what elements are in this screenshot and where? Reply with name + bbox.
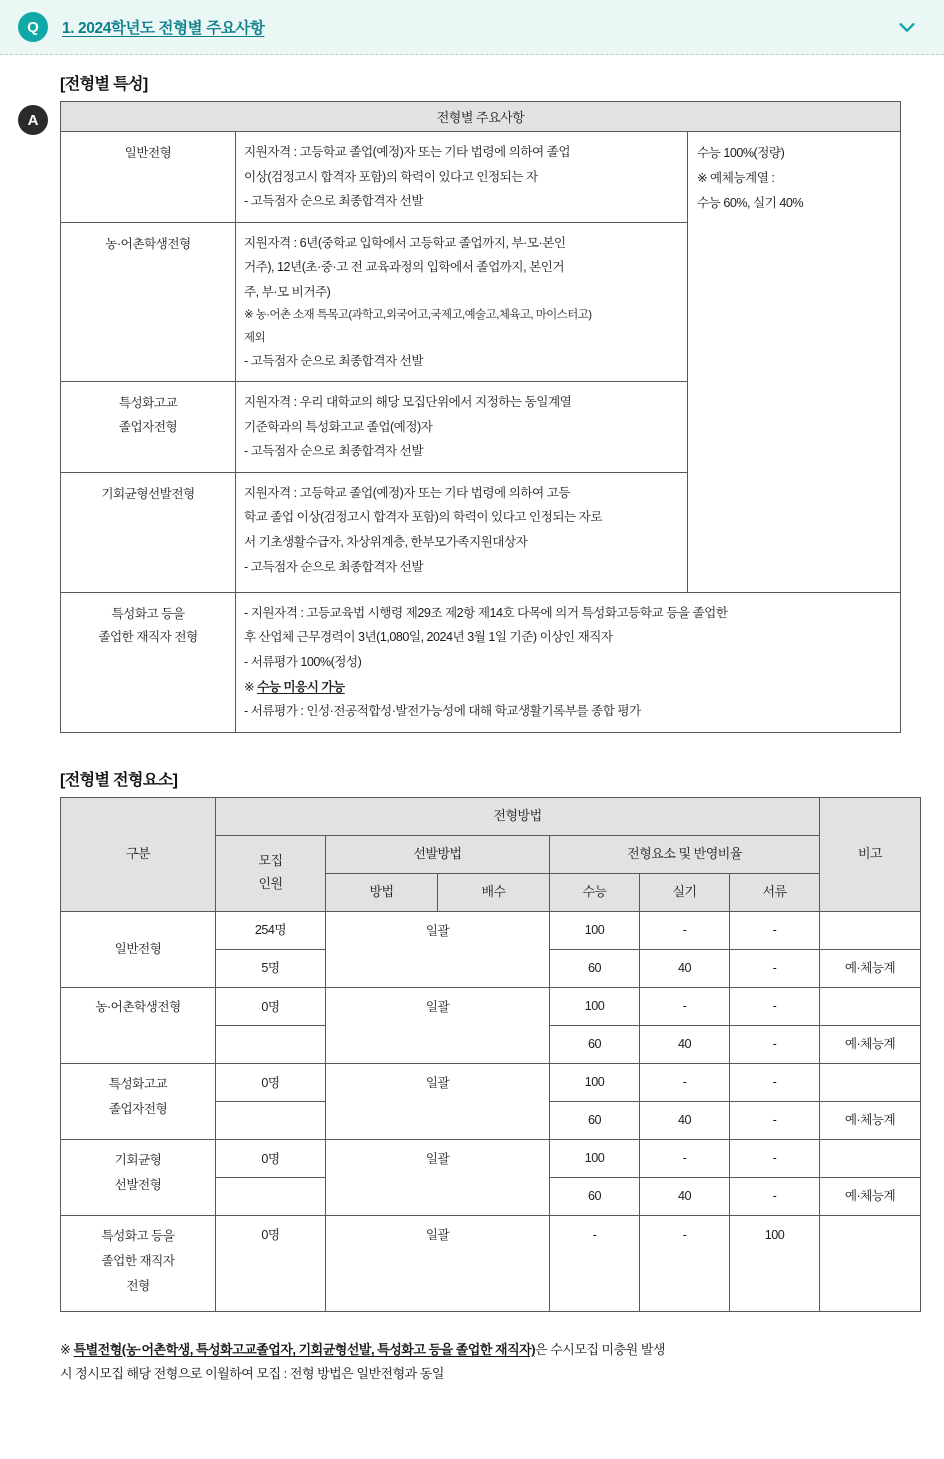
cell-quota	[216, 1101, 326, 1139]
cell-practical: -	[640, 1215, 730, 1311]
table-row	[61, 1139, 921, 1177]
desc-line: 이상(검정고시 합격자 포함)의 학력이 있다고 인정되는 자	[244, 169, 538, 184]
cell-remarks: 예·체능계	[820, 1177, 921, 1215]
table-row	[61, 132, 901, 223]
section-title-characteristics: [전형별 특성]	[60, 76, 148, 93]
faq-question-title[interactable]: 1. 2024학년도 전형별 주요사항	[62, 20, 265, 37]
answer-content	[60, 71, 918, 1386]
cell-suneung: 100	[550, 987, 640, 1025]
desc-line: - 고득점자 순으로 최종합격자 선발	[244, 444, 424, 459]
row-label-employed	[61, 592, 236, 732]
row-desc-vocational	[236, 382, 688, 473]
cell-quota: 0명	[216, 987, 326, 1025]
desc-line: - 서류평가 : 인성·전공적합성·발전가능성에 대해 학교생활기록부를 종합 평가	[244, 704, 641, 719]
side-ratio-cell	[688, 132, 901, 593]
cell-method: 일괄	[326, 1215, 550, 1311]
cell-quota: 254명	[216, 911, 326, 949]
cell-documents: -	[730, 911, 820, 949]
cell-remarks	[820, 1063, 921, 1101]
cell-quota	[216, 1025, 326, 1063]
header-documents: 서류	[730, 873, 820, 911]
cell-suneung: 100	[550, 1063, 640, 1101]
desc-line: ※ 농·어촌 소재 특목고(과학고,외국어고,국제고,예술고,체육고, 마이스터고)	[244, 309, 592, 322]
header-method-group: 전형방법	[216, 797, 820, 835]
table-row	[61, 1063, 921, 1101]
cell-method: 일괄	[326, 911, 550, 987]
header-elements-ratio: 전형요소 및 반영비율	[550, 835, 820, 873]
header-selection-method: 선발방법	[326, 835, 550, 873]
cell-practical: -	[640, 1139, 730, 1177]
cell-remarks	[820, 1139, 921, 1177]
desc-line: 기준학과의 특성화고교 졸업(예정)자	[244, 419, 433, 434]
label-line: 특성화고 등을	[101, 1228, 175, 1243]
row-desc-rural	[236, 222, 688, 382]
cell-method: 일괄	[326, 1139, 550, 1215]
cell-suneung: 60	[550, 1177, 640, 1215]
desc-line: 지원자격 : 고등학교 졸업(예정)자 또는 기타 법령에 의하여 졸업	[244, 145, 571, 159]
cell-suneung: 60	[550, 949, 640, 987]
row-desc-employed	[236, 592, 901, 732]
note-mark: ※	[244, 679, 258, 694]
desc-line: 제외	[244, 331, 266, 344]
row-label-rural: 농·어촌학생전형	[61, 987, 216, 1063]
desc-line: 후 산업체 근무경력이 3년(1,080일, 2024년 3월 1일 기준) 이상인 재직자	[244, 630, 613, 645]
desc-line: 지원자격 : 6년(중학교 입학에서 고등학교 졸업까지, 부·모·본인	[244, 235, 566, 250]
faq-question-header[interactable]	[0, 0, 944, 55]
header-method: 방법	[326, 873, 438, 911]
desc-line: - 서류평가 100%(정성)	[244, 655, 362, 670]
label-line: 졸업자전형	[108, 1101, 168, 1116]
cell-documents: -	[730, 1063, 820, 1101]
label-line: 졸업자전형	[118, 419, 178, 434]
row-label-vocational	[61, 1063, 216, 1139]
side-line: ※ 예체능계열 :	[697, 171, 775, 186]
cell-method: 일괄	[326, 1063, 550, 1139]
chevron-down-icon[interactable]	[896, 16, 918, 38]
row-label-general: 일반전형	[61, 132, 236, 223]
header-quota	[216, 835, 326, 911]
cell-documents: -	[730, 987, 820, 1025]
cell-remarks	[820, 987, 921, 1025]
cell-suneung: 60	[550, 1025, 640, 1063]
desc-line: 지원자격 : 우리 대학교의 해당 모집단위에서 지정하는 동일계열	[244, 395, 572, 410]
question-badge: Q	[18, 12, 48, 42]
row-label-rural: 농·어촌학생전형	[61, 222, 236, 382]
note-emphasis: 수능 미응시 가능	[257, 679, 345, 694]
cell-quota: 0명	[216, 1063, 326, 1101]
cell-documents: -	[730, 1101, 820, 1139]
row-desc-general	[236, 132, 688, 223]
footnote-emphasis: 특별전형(농·어촌학생, 특성화고교졸업자, 기회균형선발, 특성화고 등을 졸업한 재직자)	[73, 1341, 536, 1357]
desc-line: 지원자격 : 고등학교 졸업(예정)자 또는 기타 법령에 의하여 고등	[244, 485, 571, 500]
desc-line: 주, 부·모 비거주)	[244, 284, 331, 299]
cell-documents: -	[730, 1177, 820, 1215]
cell-suneung: 60	[550, 1101, 640, 1139]
table-row	[61, 911, 921, 949]
cell-remarks: 예·체능계	[820, 1025, 921, 1063]
table-row	[61, 987, 921, 1025]
row-label-vocational	[61, 382, 236, 473]
cell-remarks: 예·체능계	[820, 1101, 921, 1139]
footnote-rest: 은 수시모집 미충원 발생	[535, 1341, 665, 1357]
row-desc-equal-opportunity	[236, 472, 688, 592]
cell-documents: 100	[730, 1215, 820, 1311]
label-line: 전형	[126, 1279, 150, 1294]
answer-badge: A	[18, 105, 48, 135]
cell-documents: -	[730, 1139, 820, 1177]
desc-line-note	[244, 675, 892, 700]
table1-header-cell: 전형별 주요사항	[61, 102, 901, 132]
cell-remarks: 예·체능계	[820, 949, 921, 987]
cell-quota: 5명	[216, 949, 326, 987]
table-header-row	[61, 797, 921, 835]
header-line: 인원	[258, 876, 283, 892]
table-row	[61, 592, 901, 732]
cell-suneung: -	[550, 1215, 640, 1311]
cell-practical: 40	[640, 1177, 730, 1215]
footnote	[60, 1338, 920, 1386]
cell-remarks	[820, 911, 921, 949]
row-label-equal-opportunity	[61, 1139, 216, 1215]
cell-quota	[216, 1177, 326, 1215]
cell-quota: 0명	[216, 1215, 326, 1311]
table-row	[61, 1215, 921, 1311]
label-line: 졸업한 재직자 전형	[98, 630, 198, 645]
cell-practical: 40	[640, 1025, 730, 1063]
cell-practical: -	[640, 911, 730, 949]
desc-line: - 고득점자 순으로 최종합격자 선발	[244, 559, 424, 574]
desc-line: - 지원자격 : 고등교육법 시행령 제29조 제2항 제14호 다목에 의거 특성화고등학교 등을 졸업한	[244, 605, 728, 620]
table-header-row	[61, 102, 901, 132]
desc-line: 서 기초생활수급자, 차상위계층, 한부모가족지원대상자	[244, 535, 528, 550]
header-remarks: 비고	[820, 797, 921, 911]
desc-line: - 고득점자 순으로 최종합격자 선발	[244, 353, 424, 368]
footnote-line2: 시 정시모집 해당 전형으로 이월하여 모집 : 전형 방법은 일반전형과 동일	[60, 1365, 444, 1381]
header-multiple: 배수	[438, 873, 550, 911]
desc-line: 거주), 12년(초·중·고 전 교육과정의 입학에서 졸업까지, 본인거	[244, 260, 565, 275]
row-label-equal-opportunity: 기회균형선발전형	[61, 472, 236, 592]
label-line: 기회균형	[114, 1152, 162, 1167]
cell-method: 일괄	[326, 987, 550, 1063]
cell-practical: -	[640, 987, 730, 1025]
faq-answer-body	[0, 55, 944, 1412]
row-label-general: 일반전형	[61, 911, 216, 987]
label-line: 졸업한 재직자	[101, 1253, 175, 1268]
cell-suneung: 100	[550, 1139, 640, 1177]
cell-practical: 40	[640, 1101, 730, 1139]
label-line: 특성화고 등을	[111, 606, 185, 621]
cell-documents: -	[730, 1025, 820, 1063]
admission-elements-table	[60, 797, 921, 1312]
desc-line: - 고득점자 순으로 최종합격자 선발	[244, 194, 424, 209]
row-label-employed	[61, 1215, 216, 1311]
admission-characteristics-table	[60, 101, 901, 733]
label-line: 특성화고교	[118, 396, 178, 411]
label-line: 특성화고교	[108, 1076, 168, 1091]
desc-line: 학교 졸업 이상(검정고시 합격자 포함)의 학력이 있다고 인정되는 자로	[244, 510, 603, 525]
cell-practical: 40	[640, 949, 730, 987]
cell-documents: -	[730, 949, 820, 987]
section-title-elements: [전형별 전형요소]	[60, 771, 178, 789]
cell-remarks	[820, 1215, 921, 1311]
answer-badge-wrap	[18, 105, 48, 135]
cell-practical: -	[640, 1063, 730, 1101]
header-line: 모집	[258, 853, 283, 869]
cell-quota: 0명	[216, 1139, 326, 1177]
cell-suneung: 100	[550, 911, 640, 949]
side-line: 수능 60%, 실기 40%	[697, 196, 804, 211]
side-line: 수능 100%(정량)	[697, 146, 785, 160]
footnote-mark: ※	[60, 1341, 74, 1357]
header-division: 구분	[61, 797, 216, 911]
header-suneung: 수능	[550, 873, 640, 911]
header-practical: 실기	[640, 873, 730, 911]
label-line: 선발전형	[114, 1177, 162, 1192]
